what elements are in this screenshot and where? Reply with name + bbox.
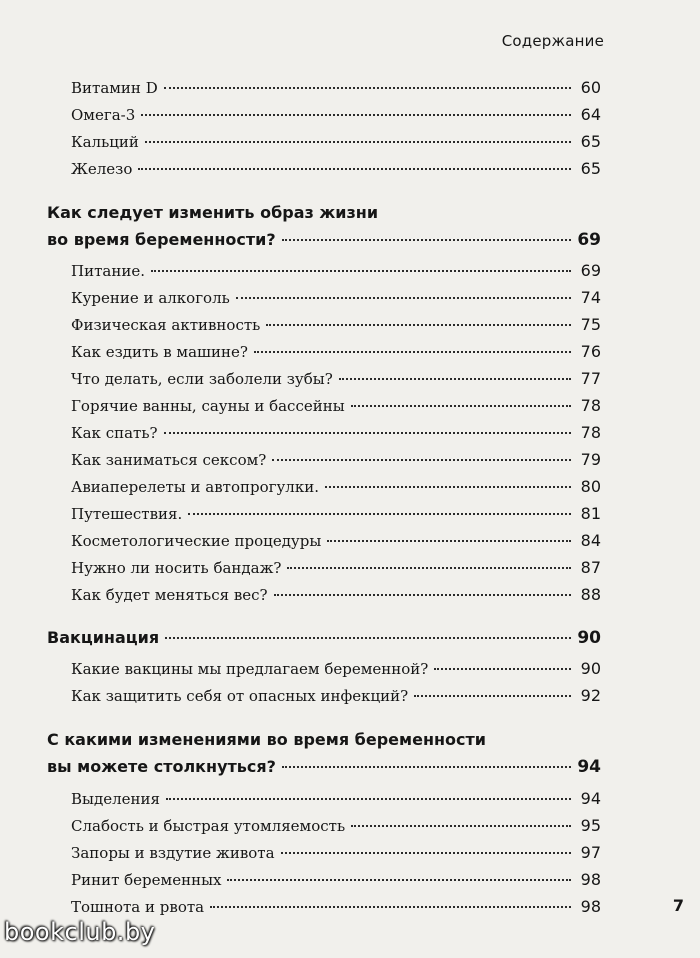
toc-entry[interactable] (71, 369, 601, 388)
toc-entry[interactable] (71, 816, 601, 835)
toc-entry-page: 60 (580, 78, 601, 97)
section-page: 94 (577, 757, 601, 777)
section-title-line1: С какими изменениями во время беременности (47, 730, 487, 749)
dot-leader (151, 270, 571, 272)
section-title-line2: во время беременности? (47, 230, 276, 249)
toc-entry-label: Как защитить себя от опасных инфекций? (71, 687, 409, 705)
toc-entry[interactable] (71, 78, 601, 97)
toc-entry-label: Какие вакцины мы предлагаем беременной? (71, 660, 429, 678)
section-title-line1: Как следует изменить образ жизни (47, 203, 379, 222)
dot-leader (272, 459, 571, 461)
toc-entry-page: 75 (580, 315, 601, 334)
toc-entry-label: Витамин D (71, 79, 158, 97)
dot-leader (141, 114, 571, 116)
dot-leader (164, 87, 571, 89)
toc-entry-page: 88 (580, 585, 601, 604)
toc-entry[interactable] (71, 105, 601, 124)
dot-leader (164, 432, 571, 434)
toc-entry-label: Как заниматься сексом? (71, 451, 267, 469)
toc-entry-page: 78 (580, 423, 601, 442)
toc-entry-label: Тошнота и рвота (71, 898, 205, 916)
section-title-line2-row (47, 230, 601, 250)
toc-entry-label: Нужно ли носить бандаж? (71, 559, 282, 577)
toc-entry[interactable] (71, 132, 601, 151)
toc-entry-page: 97 (580, 843, 601, 862)
dot-leader (254, 351, 571, 353)
dot-leader (274, 594, 571, 596)
toc-entry-page: 95 (580, 816, 601, 835)
dot-leader (227, 879, 571, 881)
toc-entry[interactable] (71, 558, 601, 577)
toc-entry[interactable] (71, 504, 601, 523)
toc-entry-page: 98 (580, 870, 601, 889)
running-header: Содержание (501, 32, 604, 50)
dot-leader (236, 297, 571, 299)
toc-entry-label: Кальций (71, 133, 139, 151)
toc-entry[interactable] (71, 159, 601, 178)
dot-leader (266, 324, 571, 326)
toc-entry-label: Горячие ванны, сауны и бассейны (71, 397, 345, 415)
dot-leader (145, 141, 571, 143)
dot-leader (434, 668, 571, 670)
toc-entry[interactable] (71, 342, 601, 361)
section-title-line2-row (47, 757, 601, 777)
toc-entry[interactable] (71, 585, 601, 604)
toc-entry[interactable] (71, 870, 601, 889)
toc-entry-label: Железо (71, 160, 133, 178)
toc-entry-label: Слабость и быстрая утомляемость (71, 817, 346, 835)
toc-entry-page: 84 (580, 531, 601, 550)
toc-entry-label: Запоры и вздутие живота (71, 844, 275, 862)
toc-entry-label: Ринит беременных (71, 871, 222, 889)
dot-leader (327, 540, 571, 542)
toc-entry[interactable] (71, 288, 601, 307)
toc-entry-page: 69 (580, 261, 601, 280)
dot-leader (138, 168, 571, 170)
page-number: 7 (672, 896, 684, 915)
toc-entry-label: Как ездить в машине? (71, 343, 248, 361)
toc-entry-page: 98 (580, 897, 601, 916)
dot-leader (351, 405, 571, 407)
dot-leader (339, 378, 571, 380)
toc-entry-page: 77 (580, 369, 601, 388)
toc-entry-label: Путешествия. (71, 505, 183, 523)
toc-entry-page: 64 (580, 105, 601, 124)
toc-entry[interactable] (71, 789, 601, 808)
toc-entry-page: 78 (580, 396, 601, 415)
dot-leader (414, 695, 571, 697)
toc-entry-label: Как спать? (71, 424, 158, 442)
toc-entry-label: Как будет меняться вес? (71, 586, 268, 604)
toc-entry[interactable] (71, 531, 601, 550)
toc-entry[interactable] (71, 659, 601, 678)
toc-entry-label: Питание. (71, 262, 145, 280)
toc-entry-label: Курение и алкоголь (71, 289, 230, 307)
watermark: bookclub.by (4, 918, 156, 946)
dot-leader (165, 637, 571, 639)
toc-entry[interactable] (71, 315, 601, 334)
toc-entry-page: 90 (580, 659, 601, 678)
dot-leader (188, 513, 571, 515)
dot-leader (325, 486, 571, 488)
toc-entry-label: Что делать, если заболели зубы? (71, 370, 333, 388)
toc-entry-page: 79 (580, 450, 601, 469)
toc-entry-label: Косметологические процедуры (71, 532, 322, 550)
toc-entry-page: 74 (580, 288, 601, 307)
dot-leader (210, 906, 571, 908)
toc-entry-label: Физическая активность (71, 316, 261, 334)
toc-entry-label: Авиаперелеты и автопрогулки. (71, 478, 319, 496)
dot-leader (287, 567, 571, 569)
toc-entry[interactable] (71, 843, 601, 862)
toc-entry-page: 65 (580, 159, 601, 178)
toc-entry-label: Выделения (71, 790, 160, 808)
toc-entry[interactable] (71, 477, 601, 496)
section-title-line2: вы можете столкнуться? (47, 757, 276, 776)
dot-leader (351, 825, 571, 827)
toc-entry-page: 80 (580, 477, 601, 496)
toc-entry[interactable] (71, 686, 601, 705)
dot-leader (281, 852, 571, 854)
toc-entry[interactable] (71, 261, 601, 280)
dot-leader (282, 239, 572, 241)
toc-entry-page: 76 (580, 342, 601, 361)
section-page: 90 (577, 628, 601, 648)
section-page: 69 (577, 230, 601, 250)
toc-entry-page: 81 (580, 504, 601, 523)
toc-entry-page: 87 (580, 558, 601, 577)
toc-entry[interactable] (71, 423, 601, 442)
dot-leader (166, 798, 571, 800)
toc-entry-page: 94 (580, 789, 601, 808)
toc-entry-page: 65 (580, 132, 601, 151)
toc-entry[interactable] (71, 396, 601, 415)
toc-entry-label: Омега-3 (71, 106, 136, 124)
dot-leader (282, 766, 571, 768)
toc-entry-page: 92 (580, 686, 601, 705)
toc-entry[interactable] (71, 897, 601, 916)
section-title: Вакцинация (47, 628, 160, 647)
toc-section-heading[interactable] (47, 628, 601, 648)
toc-entry[interactable] (71, 450, 601, 469)
